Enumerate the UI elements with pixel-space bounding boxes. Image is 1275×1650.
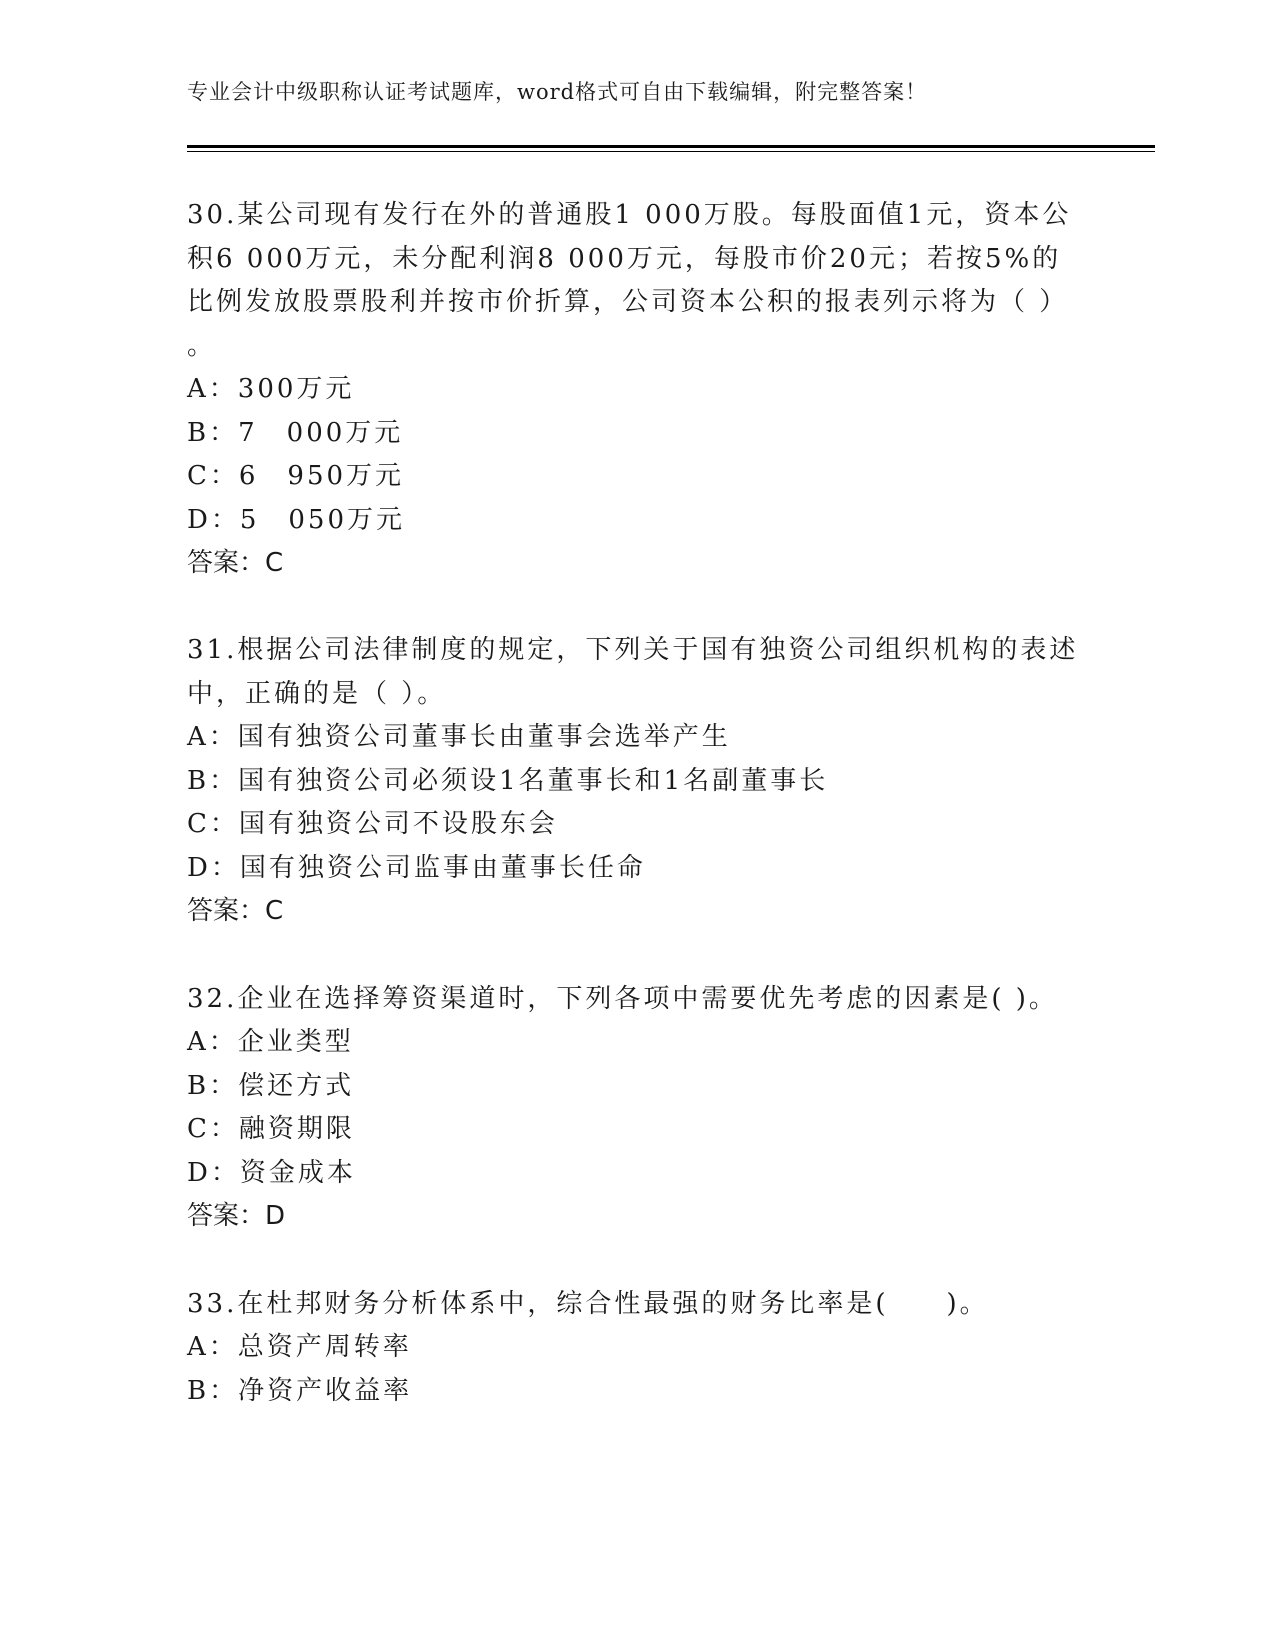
option-c: C：融资期限 xyxy=(187,1114,355,1144)
option-a: A：300万元 xyxy=(187,374,355,404)
option-a: A：国有独资公司董事长由董事会选举产生 xyxy=(187,722,731,752)
question-stem-line: 比例发放股票股利并按市价折算，公司资本公积的报表列示将为（ ） xyxy=(187,287,1069,317)
answer: 答案：C xyxy=(187,896,284,926)
header-divider xyxy=(187,145,1155,148)
question-stem-line: 31.根据公司法律制度的规定，下列关于国有独资公司组织机构的表述 xyxy=(187,635,1079,665)
answer: 答案：D xyxy=(187,1201,286,1231)
option-b: B：7 000万元 xyxy=(187,418,404,448)
question-stem-line: 33.在杜邦财务分析体系中，综合性最强的财务比率是( )。 xyxy=(187,1289,989,1319)
answer: 答案：C xyxy=(187,548,284,578)
document-header: 专业会计中级职称认证考试题库，word格式可自由下载编辑，附完整答案！ xyxy=(187,80,928,104)
question-stem-line: 积6 000万元，未分配利润8 000万元，每股市价20元；若按5%的 xyxy=(187,244,1062,274)
option-d: D：5 050万元 xyxy=(187,505,406,535)
option-a: A：总资产周转率 xyxy=(187,1332,412,1362)
header-divider-thin xyxy=(187,151,1155,152)
question-stem-line: 30.某公司现有发行在外的普通股1 000万股。每股面值1元，资本公 xyxy=(187,200,1072,230)
option-d: D：资金成本 xyxy=(187,1158,356,1188)
question-stem-line: 中，正确的是（ ）。 xyxy=(187,679,447,709)
question-stem-line: 。 xyxy=(187,331,217,361)
question-stem-line: 32.企业在选择筹资渠道时，下列各项中需要优先考虑的因素是( )。 xyxy=(187,984,1058,1014)
option-d: D：国有独资公司监事由董事长任命 xyxy=(187,853,646,883)
option-b: B：净资产收益率 xyxy=(187,1376,413,1406)
option-a: A：企业类型 xyxy=(187,1027,354,1057)
option-c: C：国有独资公司不设股东会 xyxy=(187,809,558,839)
option-c: C：6 950万元 xyxy=(187,461,405,491)
option-b: B：国有独资公司必须设1名董事长和1名副董事长 xyxy=(187,766,829,796)
option-b: B：偿还方式 xyxy=(187,1071,355,1101)
